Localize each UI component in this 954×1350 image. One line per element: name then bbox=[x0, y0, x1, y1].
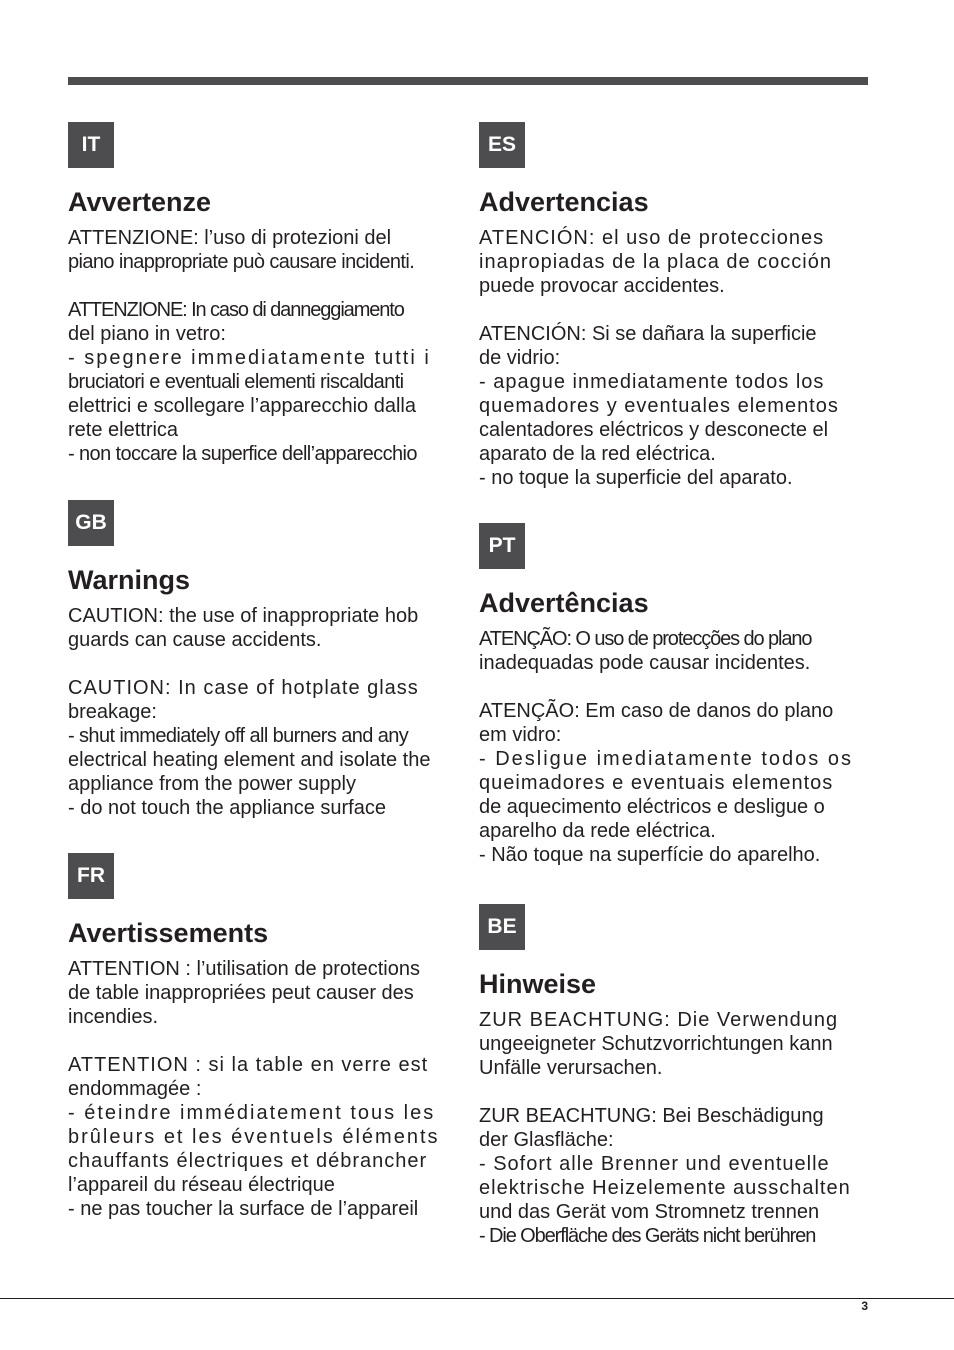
text-line: brûleurs et les éventuels éléments bbox=[68, 1126, 440, 1148]
text-line: elektrische Heizelemente ausschalten bbox=[479, 1177, 851, 1199]
section-gb bbox=[68, 500, 456, 820]
language-badge-fr: FR bbox=[68, 853, 114, 899]
text-line: incendies. bbox=[68, 1006, 159, 1028]
text-line: ATTENTION : l’utilisation de protections bbox=[68, 958, 420, 980]
text-line: calentadores eléctricos y desconecte el bbox=[479, 419, 829, 441]
text-line: - no toque la superficie del aparato. bbox=[479, 467, 793, 489]
warning-paragraph-2 bbox=[479, 322, 867, 490]
section-title-it: Avvertenze bbox=[68, 187, 212, 217]
text-line: - Não toque na superfície do aparelho. bbox=[479, 844, 821, 866]
text-line: elettrici e scollegare l’apparecchio dalla bbox=[68, 395, 416, 417]
text-line: ATTENZIONE: l’uso di protezioni del bbox=[68, 227, 392, 249]
text-line: inadequadas pode causar incidentes. bbox=[479, 652, 811, 674]
warning-paragraph-2 bbox=[68, 298, 456, 466]
text-line: puede provocar accidentes. bbox=[479, 275, 725, 297]
warning-paragraph-1 bbox=[479, 226, 867, 298]
text-line: appliance from the power supply bbox=[68, 773, 356, 795]
warning-paragraph-1 bbox=[68, 957, 456, 1029]
section-title-es: Advertencias bbox=[479, 187, 649, 217]
text-line: ATTENTION : si la table en verre est bbox=[68, 1054, 429, 1076]
text-line: aparato de la red eléctrica. bbox=[479, 443, 716, 465]
text-line: piano inappropriate può causare incidenti. bbox=[68, 251, 415, 273]
footer-rule bbox=[0, 1298, 954, 1299]
text-line: rete elettrica bbox=[68, 419, 179, 441]
language-badge-es: ES bbox=[479, 122, 525, 168]
text-line: - shut immediately off all burners and any bbox=[68, 725, 409, 747]
text-line: Unfälle verursachen. bbox=[479, 1057, 663, 1079]
text-line: quemadores y eventuales elementos bbox=[479, 395, 839, 417]
text-line: ATENCIÓN: Si se dañara la superficie bbox=[479, 323, 817, 345]
section-es bbox=[479, 122, 867, 490]
warning-paragraph-2 bbox=[68, 1053, 456, 1221]
warning-paragraph-1 bbox=[68, 604, 456, 652]
warning-paragraph-2 bbox=[68, 676, 456, 820]
text-line: - non toccare la superfice dell’apparecchio bbox=[68, 443, 417, 465]
text-line: aparelho da rede eléctrica. bbox=[479, 820, 716, 842]
text-line: - Die Oberfläche des Geräts nicht berühren bbox=[479, 1225, 816, 1247]
text-line: chauffants électriques et débrancher bbox=[68, 1150, 428, 1172]
warning-paragraph-2 bbox=[479, 1104, 867, 1248]
text-line: de aquecimento eléctricos e desligue o bbox=[479, 796, 825, 818]
section-it bbox=[68, 122, 456, 466]
text-line: electrical heating element and isolate the bbox=[68, 749, 431, 771]
language-badge-it: IT bbox=[68, 122, 114, 168]
warning-paragraph-1 bbox=[479, 627, 867, 675]
text-line: em vidro: bbox=[479, 724, 562, 746]
text-line: queimadores e eventuais elementos bbox=[479, 772, 834, 794]
text-line: ZUR BEACHTUNG: Bei Beschädigung bbox=[479, 1105, 824, 1127]
warning-paragraph-1 bbox=[68, 226, 456, 274]
text-line: ungeeigneter Schutzvorrichtungen kann bbox=[479, 1033, 833, 1055]
text-line: bruciatori e eventuali elementi riscaldanti bbox=[68, 371, 404, 393]
section-title-be: Hinweise bbox=[479, 969, 597, 999]
text-line: ATTENZIONE: In caso di danneggiamento bbox=[68, 299, 404, 321]
page-number: 3 bbox=[861, 1299, 868, 1313]
text-line: inapropiadas de la placa de cocción bbox=[479, 251, 832, 273]
text-line: - ne pas toucher la surface de l’appareil bbox=[68, 1198, 419, 1220]
text-line: der Glasfläche: bbox=[479, 1129, 614, 1151]
text-line: ATENCIÓN: el uso de protecciones bbox=[479, 227, 825, 249]
language-badge-pt: PT bbox=[479, 523, 525, 569]
text-line: - do not touch the appliance surface bbox=[68, 797, 386, 819]
section-fr bbox=[68, 853, 456, 1221]
text-line: de vidrio: bbox=[479, 347, 561, 369]
text-line: l’appareil du réseau électrique bbox=[68, 1174, 335, 1196]
text-line: - Sofort alle Brenner und eventuelle bbox=[479, 1153, 830, 1175]
text-line: endommagée : bbox=[68, 1078, 202, 1100]
text-line: und das Gerät vom Stromnetz trennen bbox=[479, 1201, 820, 1223]
text-line: - spegnere immediatamente tutti i bbox=[68, 347, 431, 369]
text-line: CAUTION: the use of inappropriate hob bbox=[68, 605, 419, 627]
section-title-gb: Warnings bbox=[68, 565, 191, 595]
text-line: CAUTION: In case of hotplate glass bbox=[68, 677, 419, 699]
warning-paragraph-2 bbox=[479, 699, 867, 867]
text-line: breakage: bbox=[68, 701, 157, 723]
text-line: del piano in vetro: bbox=[68, 323, 226, 345]
text-line: de table inappropriées peut causer des bbox=[68, 982, 414, 1004]
language-badge-be: BE bbox=[479, 904, 525, 950]
language-badge-gb: GB bbox=[68, 500, 114, 546]
section-title-pt: Advertências bbox=[479, 588, 649, 618]
text-line: - apague inmediatamente todos los bbox=[479, 371, 825, 393]
warning-paragraph-1 bbox=[479, 1008, 867, 1080]
header-rule bbox=[68, 77, 868, 85]
text-line: - Desligue imediatamente todos os bbox=[479, 748, 853, 770]
section-be bbox=[479, 904, 867, 1248]
text-line: ZUR BEACHTUNG: Die Verwendung bbox=[479, 1009, 839, 1031]
text-line: ATENÇÃO: Em caso de danos do plano bbox=[479, 700, 834, 722]
text-line: ATENÇÃO: O uso de protecções do plano bbox=[479, 628, 812, 650]
text-line: - éteindre immédiatement tous les bbox=[68, 1102, 436, 1124]
text-line: guards can cause accidents. bbox=[68, 629, 322, 651]
section-title-fr: Avertissements bbox=[68, 918, 269, 948]
section-pt bbox=[479, 523, 867, 867]
